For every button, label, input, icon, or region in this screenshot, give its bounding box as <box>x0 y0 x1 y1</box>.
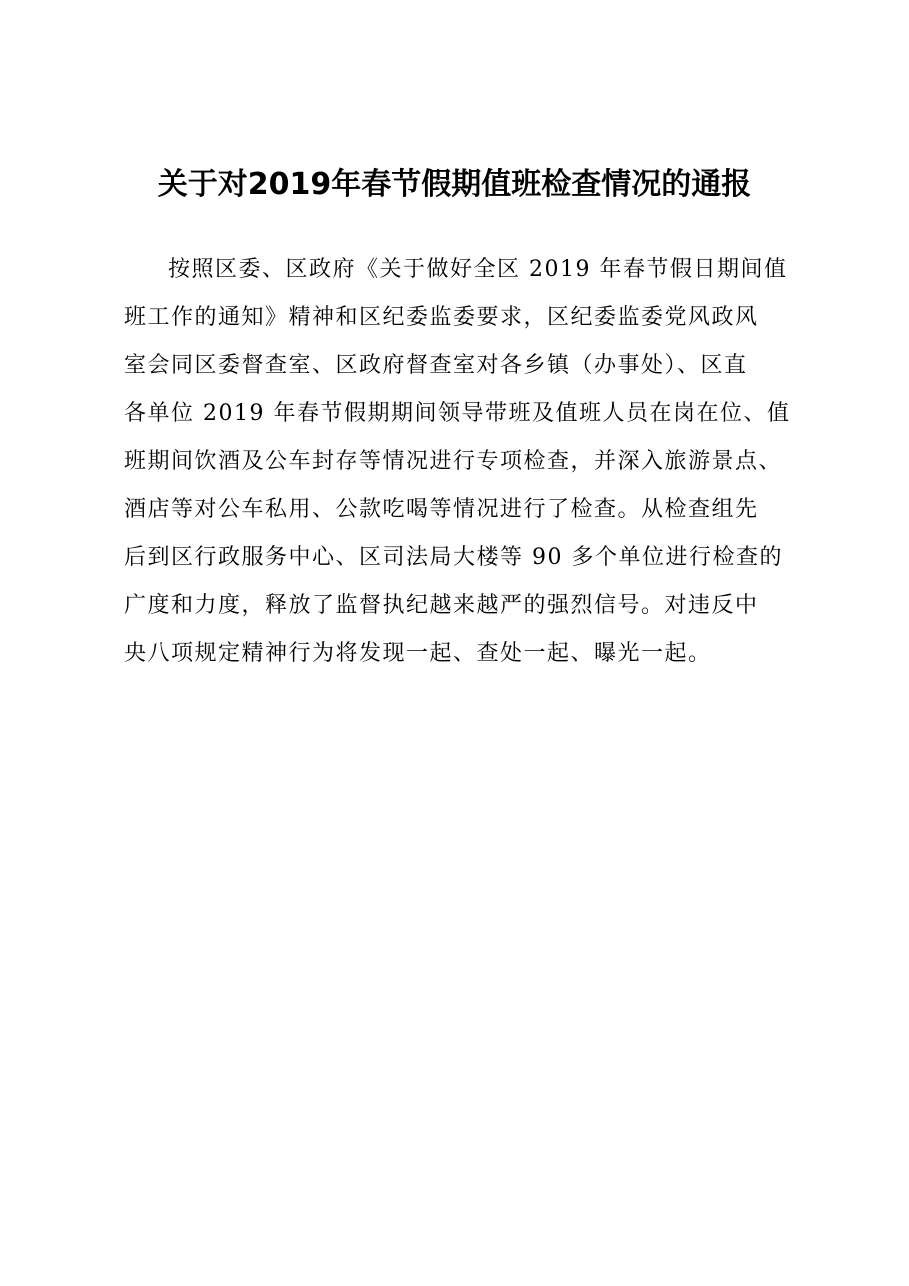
paragraph-line-6: 酒店等对公车私用、公款吃喝等情况进行了检查。从检查组先 <box>124 497 759 522</box>
paragraph-line-9: 央八项规定精神行为将发现一起、查处一起、曝光一起。 <box>124 641 712 666</box>
paragraph-line-5: 班期间饮酒及公车封存等情况进行专项检查，并深入旅游景点、 <box>124 449 783 474</box>
paragraph-line-3: 室会同区委督查室、区政府督查室对各乡镇（办事处）、区直 <box>124 353 748 378</box>
document-body-paragraph <box>124 252 804 684</box>
paragraph-line-8: 广度和力度，释放了监督执纪越来越严的强烈信号。对违反中 <box>124 593 759 618</box>
paragraph-line-2: 班工作的通知》精神和区纪委监委要求，区纪委监委党风政风 <box>124 305 759 330</box>
paragraph-line-4: 各单位 2019 年春节假期期间领导带班及值班人员在岗在位、值 <box>124 401 791 426</box>
paragraph-line-1: 按照区委、区政府《关于做好全区 2019 年春节假日期间值 <box>168 257 788 282</box>
document-title: 关于对2019年春节假期值班检查情况的通报 <box>157 167 752 202</box>
paragraph-line-7: 后到区行政服务中心、区司法局大楼等 90 多个单位进行检查的 <box>124 545 783 570</box>
